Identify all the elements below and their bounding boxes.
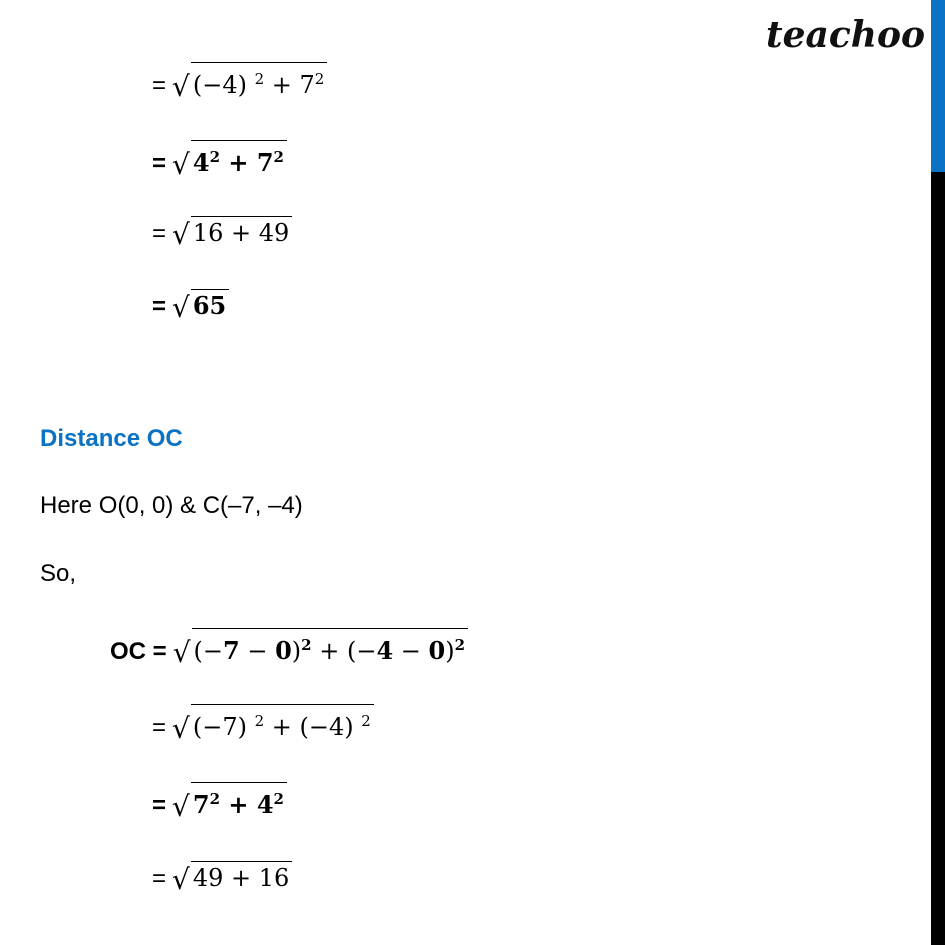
radicand: $7^2 + 4^2$ [191, 782, 287, 821]
equals-sign: = [152, 150, 167, 177]
so-text: So, [40, 560, 77, 587]
radicand: 65 [191, 289, 229, 322]
sidebar-dark-bar [931, 172, 945, 945]
sqrt-icon: √ [172, 790, 190, 823]
equals-sign: = [152, 220, 167, 247]
oc-formula-line [110, 628, 468, 667]
sqrt-icon: √ [172, 636, 191, 669]
oc-label: OC = [110, 638, 167, 665]
sqrt-icon: √ [172, 148, 190, 181]
sqrt-icon: √ [172, 291, 190, 324]
oc-step-2 [152, 704, 374, 743]
section-heading: Distance OC [40, 425, 183, 452]
sqrt-icon: √ [172, 863, 190, 896]
sqrt-icon: √ [172, 712, 190, 745]
equals-sign: = [152, 293, 167, 320]
equals-sign: = [152, 714, 167, 741]
given-points: Here O(0, 0) & C(–7, –4) [40, 492, 303, 519]
step-line-3 [152, 215, 292, 249]
radicand: (−4) $^2 + 7^2$ [191, 62, 327, 101]
radicand: 16 + 49 [191, 216, 292, 249]
equals-sign: = [152, 865, 167, 892]
teachoo-logo: teachoo [766, 14, 925, 56]
sidebar-accent-bar [931, 0, 945, 172]
oc-step-4 [152, 860, 292, 894]
step-line-4 [152, 288, 229, 322]
radicand: $(-7 - 0)^2 + (-4 - 0)^2$ [192, 628, 469, 667]
sqrt-icon: √ [172, 70, 190, 103]
step-line-2 [152, 140, 287, 179]
oc-step-3 [152, 782, 287, 821]
radicand: 49 + 16 [191, 861, 292, 894]
equals-sign: = [152, 792, 167, 819]
sqrt-icon: √ [172, 218, 190, 251]
equals-sign: = [152, 72, 167, 99]
radicand: $4^2 + 7^2$ [191, 140, 287, 179]
radicand: (−7) $^2$ + (−4) $^2$ [191, 704, 374, 743]
step-line-1 [152, 62, 327, 101]
